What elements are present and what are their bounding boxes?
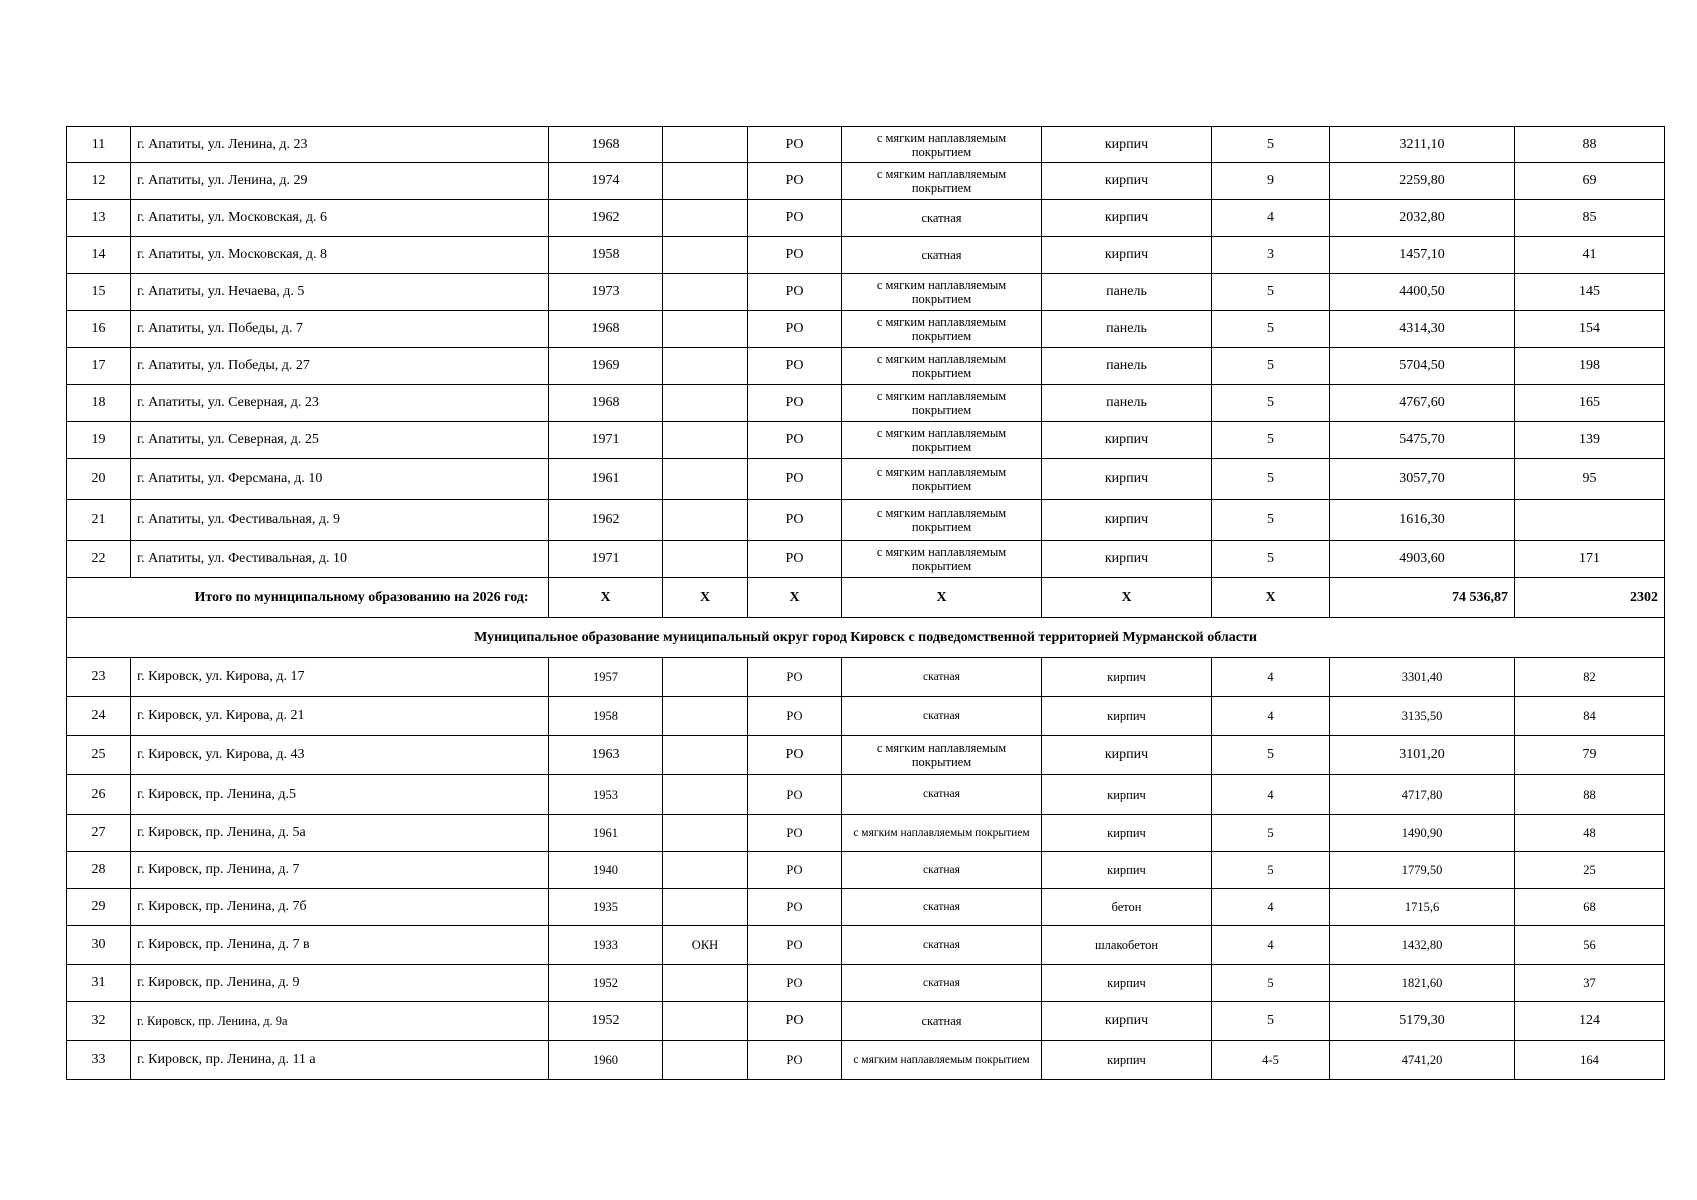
- residents-cell: 56: [1515, 926, 1665, 965]
- wall-material-cell: кирпич: [1042, 163, 1212, 200]
- wall-material-cell: кирпич: [1042, 815, 1212, 852]
- fund-type-cell: РО: [748, 965, 842, 1002]
- wall-material-cell: кирпич: [1042, 422, 1212, 459]
- area-cell: 4903,60: [1330, 541, 1515, 578]
- heritage-mark-cell: ОКН: [663, 926, 748, 965]
- roof-type-cell: скатная: [842, 926, 1042, 965]
- residents-cell: 124: [1515, 1002, 1665, 1041]
- heritage-mark-cell: [663, 1002, 748, 1041]
- floor-count-cell: 3: [1212, 237, 1330, 274]
- table-row: [67, 736, 1665, 775]
- table-row: [67, 658, 1665, 697]
- build-year-cell: 1961: [549, 459, 663, 500]
- floor-count-cell: 5: [1212, 127, 1330, 163]
- residents-cell: 139: [1515, 422, 1665, 459]
- area-cell: 4741,20: [1330, 1041, 1515, 1080]
- row-number-cell: 29: [67, 889, 131, 926]
- fund-type-cell: РО: [748, 422, 842, 459]
- table-row: [67, 815, 1665, 852]
- fund-type-cell: РО: [748, 1041, 842, 1080]
- section-header-row: [67, 618, 1665, 658]
- total-x-mark: X: [842, 578, 1042, 618]
- address-cell: г. Апатиты, ул. Ленина, д. 29: [131, 163, 549, 200]
- address-cell: г. Кировск, пр. Ленина, д. 7: [131, 852, 549, 889]
- total-row: [67, 578, 1665, 618]
- residents-cell: 198: [1515, 348, 1665, 385]
- floor-count-cell: 5: [1212, 965, 1330, 1002]
- total-x-mark: X: [1212, 578, 1330, 618]
- floor-count-cell: 5: [1212, 274, 1330, 311]
- fund-type-cell: РО: [748, 127, 842, 163]
- roof-type-cell: скатная: [842, 1002, 1042, 1041]
- address-cell: г. Кировск, пр. Ленина, д.5: [131, 775, 549, 815]
- area-cell: 3101,20: [1330, 736, 1515, 775]
- fund-type-cell: РО: [748, 658, 842, 697]
- floor-count-cell: 5: [1212, 348, 1330, 385]
- roof-type-cell: скатная: [842, 200, 1042, 237]
- table-row: [67, 926, 1665, 965]
- residents-cell: 82: [1515, 658, 1665, 697]
- roof-type-cell: скатная: [842, 889, 1042, 926]
- row-number-cell: 23: [67, 658, 131, 697]
- fund-type-cell: РО: [748, 237, 842, 274]
- table-row: [67, 541, 1665, 578]
- table-row: [67, 775, 1665, 815]
- address-cell: г. Апатиты, ул. Московская, д. 8: [131, 237, 549, 274]
- wall-material-cell: кирпич: [1042, 658, 1212, 697]
- build-year-cell: 1957: [549, 658, 663, 697]
- floor-count-cell: 4: [1212, 697, 1330, 736]
- area-cell: 2259,80: [1330, 163, 1515, 200]
- roof-type-cell: с мягким наплавляемым покрытием: [842, 274, 1042, 311]
- build-year-cell: 1962: [549, 200, 663, 237]
- row-number-cell: 21: [67, 500, 131, 541]
- roof-type-cell: с мягким наплавляемым покрытием: [842, 311, 1042, 348]
- area-cell: 1616,30: [1330, 500, 1515, 541]
- residents-cell: 79: [1515, 736, 1665, 775]
- residents-cell: 171: [1515, 541, 1665, 578]
- heritage-mark-cell: [663, 1041, 748, 1080]
- address-cell: г. Апатиты, ул. Северная, д. 25: [131, 422, 549, 459]
- address-cell: г. Кировск, ул. Кирова, д. 43: [131, 736, 549, 775]
- wall-material-cell: кирпич: [1042, 1002, 1212, 1041]
- area-cell: 3135,50: [1330, 697, 1515, 736]
- build-year-cell: 1962: [549, 500, 663, 541]
- residents-cell: 85: [1515, 200, 1665, 237]
- heritage-mark-cell: [663, 697, 748, 736]
- table-row: [67, 1002, 1665, 1041]
- address-cell: г. Апатиты, ул. Московская, д. 6: [131, 200, 549, 237]
- build-year-cell: 1971: [549, 541, 663, 578]
- wall-material-cell: шлакобетон: [1042, 926, 1212, 965]
- fund-type-cell: РО: [748, 459, 842, 500]
- address-cell: г. Апатиты, ул. Северная, д. 23: [131, 385, 549, 422]
- roof-type-cell: скатная: [842, 775, 1042, 815]
- wall-material-cell: панель: [1042, 311, 1212, 348]
- fund-type-cell: РО: [748, 541, 842, 578]
- roof-type-cell: с мягким наплавляемым покрытием: [842, 500, 1042, 541]
- fund-type-cell: РО: [748, 889, 842, 926]
- heritage-mark-cell: [663, 459, 748, 500]
- wall-material-cell: панель: [1042, 274, 1212, 311]
- address-cell: г. Апатиты, ул. Фестивальная, д. 9: [131, 500, 549, 541]
- floor-count-cell: 5: [1212, 500, 1330, 541]
- fund-type-cell: РО: [748, 736, 842, 775]
- area-cell: 5179,30: [1330, 1002, 1515, 1041]
- table-row: [67, 163, 1665, 200]
- table-row: [67, 200, 1665, 237]
- area-cell: 4400,50: [1330, 274, 1515, 311]
- address-cell: г. Апатиты, ул. Фестивальная, д. 10: [131, 541, 549, 578]
- residents-cell: 41: [1515, 237, 1665, 274]
- residents-cell: 95: [1515, 459, 1665, 500]
- heritage-mark-cell: [663, 815, 748, 852]
- wall-material-cell: кирпич: [1042, 775, 1212, 815]
- heritage-mark-cell: [663, 237, 748, 274]
- wall-material-cell: кирпич: [1042, 1041, 1212, 1080]
- area-cell: 5475,70: [1330, 422, 1515, 459]
- area-cell: 4717,80: [1330, 775, 1515, 815]
- address-cell: г. Апатиты, ул. Ферсмана, д. 10: [131, 459, 549, 500]
- table-row: [67, 422, 1665, 459]
- row-number-cell: 27: [67, 815, 131, 852]
- row-number-cell: 15: [67, 274, 131, 311]
- floor-count-cell: 5: [1212, 311, 1330, 348]
- wall-material-cell: панель: [1042, 385, 1212, 422]
- wall-material-cell: кирпич: [1042, 697, 1212, 736]
- row-number-cell: 18: [67, 385, 131, 422]
- floor-count-cell: 5: [1212, 736, 1330, 775]
- total-x-mark: X: [748, 578, 842, 618]
- roof-type-cell: скатная: [842, 852, 1042, 889]
- floor-count-cell: 5: [1212, 422, 1330, 459]
- total-x-mark: X: [1042, 578, 1212, 618]
- address-cell: г. Кировск, пр. Ленина, д. 7б: [131, 889, 549, 926]
- floor-count-cell: 5: [1212, 815, 1330, 852]
- address-cell: г. Апатиты, ул. Победы, д. 27: [131, 348, 549, 385]
- fund-type-cell: РО: [748, 311, 842, 348]
- build-year-cell: 1953: [549, 775, 663, 815]
- address-cell: г. Кировск, пр. Ленина, д. 5а: [131, 815, 549, 852]
- wall-material-cell: кирпич: [1042, 237, 1212, 274]
- fund-type-cell: РО: [748, 500, 842, 541]
- address-cell: г. Кировск, пр. Ленина, д. 11 а: [131, 1041, 549, 1080]
- total-label: Итого по муниципальному образованию на 2026 год:: [131, 578, 549, 618]
- floor-count-cell: 5: [1212, 852, 1330, 889]
- fund-type-cell: РО: [748, 775, 842, 815]
- roof-type-cell: скатная: [842, 237, 1042, 274]
- table-row: [67, 237, 1665, 274]
- floor-count-cell: 5: [1212, 541, 1330, 578]
- area-cell: 3211,10: [1330, 127, 1515, 163]
- row-number-cell: 31: [67, 965, 131, 1002]
- table-row: [67, 459, 1665, 500]
- wall-material-cell: кирпич: [1042, 127, 1212, 163]
- residents-cell: 154: [1515, 311, 1665, 348]
- address-cell: г. Апатиты, ул. Победы, д. 7: [131, 311, 549, 348]
- heritage-mark-cell: [663, 852, 748, 889]
- address-cell: г. Кировск, ул. Кирова, д. 21: [131, 697, 549, 736]
- heritage-mark-cell: [663, 775, 748, 815]
- build-year-cell: 1963: [549, 736, 663, 775]
- floor-count-cell: 4: [1212, 200, 1330, 237]
- roof-type-cell: с мягким наплавляемым покрытием: [842, 348, 1042, 385]
- floor-count-cell: 4: [1212, 658, 1330, 697]
- row-number-cell: 13: [67, 200, 131, 237]
- table-row: [67, 274, 1665, 311]
- heritage-mark-cell: [663, 127, 748, 163]
- fund-type-cell: РО: [748, 274, 842, 311]
- roof-type-cell: с мягким наплавляемым покрытием: [842, 815, 1042, 852]
- heritage-mark-cell: [663, 658, 748, 697]
- address-cell: г. Кировск, пр. Ленина, д. 7 в: [131, 926, 549, 965]
- area-cell: 1821,60: [1330, 965, 1515, 1002]
- table-row: [67, 1041, 1665, 1080]
- area-cell: 1715,6: [1330, 889, 1515, 926]
- roof-type-cell: с мягким наплавляемым покрытием: [842, 459, 1042, 500]
- build-year-cell: 1971: [549, 422, 663, 459]
- build-year-cell: 1974: [549, 163, 663, 200]
- build-year-cell: 1973: [549, 274, 663, 311]
- table-row: [67, 127, 1665, 163]
- total-area: 74 536,87: [1330, 578, 1515, 618]
- residents-cell: 165: [1515, 385, 1665, 422]
- floor-count-cell: 4: [1212, 926, 1330, 965]
- table-row: [67, 311, 1665, 348]
- fund-type-cell: РО: [748, 697, 842, 736]
- fund-type-cell: РО: [748, 200, 842, 237]
- heritage-mark-cell: [663, 348, 748, 385]
- table-row: [67, 348, 1665, 385]
- residents-cell: [1515, 500, 1665, 541]
- wall-material-cell: панель: [1042, 348, 1212, 385]
- wall-material-cell: кирпич: [1042, 852, 1212, 889]
- build-year-cell: 1960: [549, 1041, 663, 1080]
- table-row: [67, 889, 1665, 926]
- row-number-cell: 17: [67, 348, 131, 385]
- roof-type-cell: с мягким наплавляемым покрытием: [842, 422, 1042, 459]
- fund-type-cell: РО: [748, 385, 842, 422]
- heritage-mark-cell: [663, 200, 748, 237]
- heritage-mark-cell: [663, 311, 748, 348]
- row-number-cell: 12: [67, 163, 131, 200]
- row-number-cell: 11: [67, 127, 131, 163]
- table-row: [67, 500, 1665, 541]
- section-title: Муниципальное образование муниципальный округ город Кировск с подведомственной территорией Мурманской области: [67, 618, 1665, 658]
- total-x-mark: X: [663, 578, 748, 618]
- wall-material-cell: кирпич: [1042, 459, 1212, 500]
- roof-type-cell: с мягким наплавляемым покрытием: [842, 541, 1042, 578]
- residents-cell: 25: [1515, 852, 1665, 889]
- address-cell: г. Апатиты, ул. Нечаева, д. 5: [131, 274, 549, 311]
- heritage-mark-cell: [663, 422, 748, 459]
- floor-count-cell: 5: [1212, 459, 1330, 500]
- area-cell: 1457,10: [1330, 237, 1515, 274]
- fund-type-cell: РО: [748, 1002, 842, 1041]
- heritage-mark-cell: [663, 889, 748, 926]
- heritage-mark-cell: [663, 500, 748, 541]
- heritage-mark-cell: [663, 965, 748, 1002]
- table-row: [67, 965, 1665, 1002]
- area-cell: 5704,50: [1330, 348, 1515, 385]
- row-number-cell: 25: [67, 736, 131, 775]
- roof-type-cell: с мягким наплавляемым покрытием: [842, 736, 1042, 775]
- floor-count-cell: 4: [1212, 775, 1330, 815]
- roof-type-cell: с мягким наплавляемым покрытием: [842, 1041, 1042, 1080]
- area-cell: 2032,80: [1330, 200, 1515, 237]
- table-row: [67, 697, 1665, 736]
- residents-cell: 88: [1515, 127, 1665, 163]
- fund-type-cell: РО: [748, 163, 842, 200]
- roof-type-cell: скатная: [842, 658, 1042, 697]
- address-cell: г. Кировск, ул. Кирова, д. 17: [131, 658, 549, 697]
- residents-cell: 145: [1515, 274, 1665, 311]
- floor-count-cell: 5: [1212, 1002, 1330, 1041]
- build-year-cell: 1961: [549, 815, 663, 852]
- build-year-cell: 1933: [549, 926, 663, 965]
- build-year-cell: 1958: [549, 237, 663, 274]
- build-year-cell: 1952: [549, 965, 663, 1002]
- row-number-cell: 26: [67, 775, 131, 815]
- heritage-mark-cell: [663, 385, 748, 422]
- build-year-cell: 1969: [549, 348, 663, 385]
- address-cell: г. Кировск, пр. Ленина, д. 9: [131, 965, 549, 1002]
- heritage-mark-cell: [663, 736, 748, 775]
- fund-type-cell: РО: [748, 852, 842, 889]
- row-number-cell: 20: [67, 459, 131, 500]
- residents-cell: 37: [1515, 965, 1665, 1002]
- total-residents: 2302: [1515, 578, 1665, 618]
- build-year-cell: 1952: [549, 1002, 663, 1041]
- wall-material-cell: кирпич: [1042, 736, 1212, 775]
- build-year-cell: 1935: [549, 889, 663, 926]
- row-number-cell: 16: [67, 311, 131, 348]
- build-year-cell: 1958: [549, 697, 663, 736]
- residents-cell: 164: [1515, 1041, 1665, 1080]
- table-row: [67, 852, 1665, 889]
- fund-type-cell: РО: [748, 348, 842, 385]
- wall-material-cell: кирпич: [1042, 541, 1212, 578]
- heritage-mark-cell: [663, 541, 748, 578]
- residents-cell: 69: [1515, 163, 1665, 200]
- build-year-cell: 1968: [549, 385, 663, 422]
- roof-type-cell: скатная: [842, 965, 1042, 1002]
- area-cell: 1490,90: [1330, 815, 1515, 852]
- area-cell: 1779,50: [1330, 852, 1515, 889]
- total-x-mark: X: [549, 578, 663, 618]
- wall-material-cell: кирпич: [1042, 965, 1212, 1002]
- floor-count-cell: 9: [1212, 163, 1330, 200]
- build-year-cell: 1968: [549, 127, 663, 163]
- wall-material-cell: кирпич: [1042, 200, 1212, 237]
- row-number-cell: 28: [67, 852, 131, 889]
- build-year-cell: 1968: [549, 311, 663, 348]
- wall-material-cell: кирпич: [1042, 500, 1212, 541]
- floor-count-cell: 4: [1212, 889, 1330, 926]
- area-cell: 1432,80: [1330, 926, 1515, 965]
- heritage-mark-cell: [663, 163, 748, 200]
- row-number-cell: 22: [67, 541, 131, 578]
- row-number-cell: 24: [67, 697, 131, 736]
- row-number-cell: 32: [67, 1002, 131, 1041]
- roof-type-cell: скатная: [842, 697, 1042, 736]
- residents-cell: 68: [1515, 889, 1665, 926]
- heritage-mark-cell: [663, 274, 748, 311]
- housing-register-table: [66, 126, 1665, 1080]
- wall-material-cell: бетон: [1042, 889, 1212, 926]
- build-year-cell: 1940: [549, 852, 663, 889]
- row-number-cell: 14: [67, 237, 131, 274]
- roof-type-cell: с мягким наплавляемым покрытием: [842, 163, 1042, 200]
- residents-cell: 48: [1515, 815, 1665, 852]
- address-cell: г. Кировск, пр. Ленина, д. 9а: [131, 1002, 549, 1041]
- fund-type-cell: РО: [748, 926, 842, 965]
- residents-cell: 84: [1515, 697, 1665, 736]
- area-cell: 4314,30: [1330, 311, 1515, 348]
- roof-type-cell: с мягким наплавляемым покрытием: [842, 127, 1042, 163]
- row-number-cell: 30: [67, 926, 131, 965]
- area-cell: 4767,60: [1330, 385, 1515, 422]
- area-cell: 3057,70: [1330, 459, 1515, 500]
- roof-type-cell: с мягким наплавляемым покрытием: [842, 385, 1042, 422]
- floor-count-cell: 5: [1212, 385, 1330, 422]
- row-number-cell: 33: [67, 1041, 131, 1080]
- total-empty-cell: [67, 578, 131, 618]
- residents-cell: 88: [1515, 775, 1665, 815]
- fund-type-cell: РО: [748, 815, 842, 852]
- table-row: [67, 385, 1665, 422]
- row-number-cell: 19: [67, 422, 131, 459]
- floor-count-cell: 4-5: [1212, 1041, 1330, 1080]
- address-cell: г. Апатиты, ул. Ленина, д. 23: [131, 127, 549, 163]
- area-cell: 3301,40: [1330, 658, 1515, 697]
